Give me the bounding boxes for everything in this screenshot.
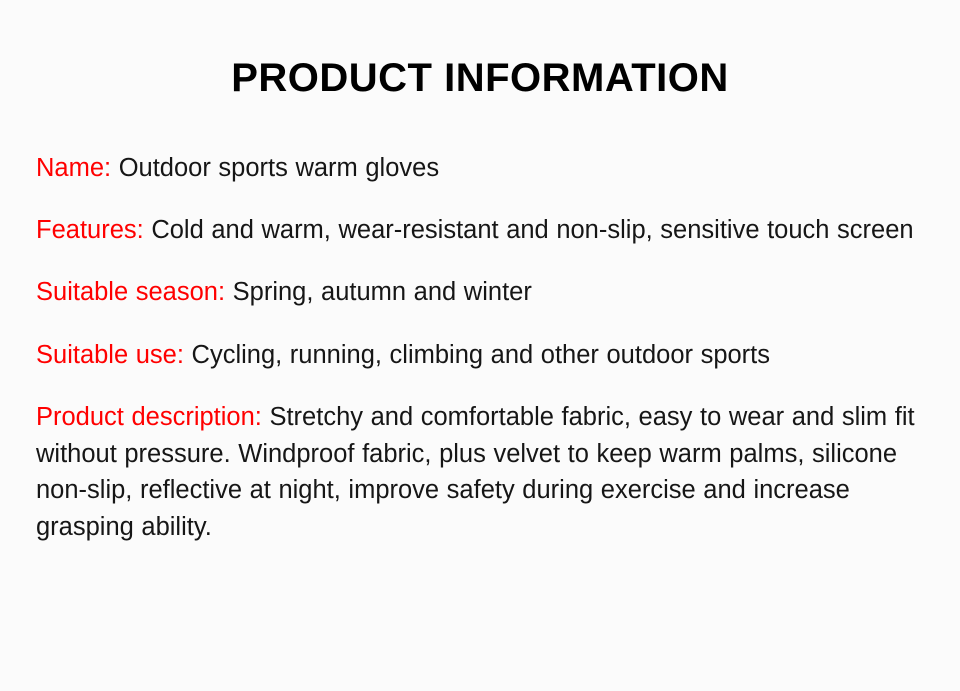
spec-value-features: Cold and warm, wear-resistant and non-slip, sensitive touch screen: [151, 216, 914, 245]
spec-row-product-description: [36, 399, 930, 546]
spec-label-suitable-season: Suitable season:: [36, 278, 226, 307]
spec-row-name: [36, 150, 930, 187]
spec-label-product-description: Product description:: [36, 402, 262, 431]
spec-value-suitable-use: Cycling, running, climbing and other outdoor sports: [191, 340, 771, 369]
specification-list: [0, 150, 960, 546]
spec-value-suitable-season: Spring, autumn and winter: [232, 278, 532, 307]
spec-value-name: Outdoor sports warm gloves: [118, 154, 440, 182]
spec-value-product-description: Stretchy and comfortable fabric, easy to wear and slim fit without pressure. Windproof fabric, plus velvet to keep warm palms, silicone non-slip, reflective at night, improve safety during exercise and increase grasping ability.: [36, 402, 915, 542]
spec-row-features: [36, 212, 930, 249]
spec-label-features: Features:: [36, 216, 144, 245]
spec-label-name: Name:: [36, 154, 112, 182]
page-title: PRODUCT INFORMATION: [231, 56, 729, 100]
spec-row-suitable-use: [36, 337, 930, 374]
spec-row-suitable-season: [36, 274, 930, 311]
spec-label-suitable-use: Suitable use:: [36, 340, 184, 369]
